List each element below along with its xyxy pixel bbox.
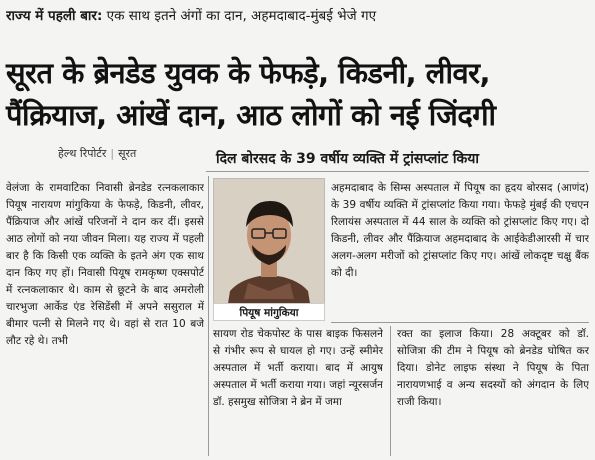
headline (6, 52, 589, 136)
portrait-image (214, 179, 324, 316)
kicker-rest: एक साथ इतने अंगों का दान, अहमदाबाद-मुंबई भेजे गए (102, 8, 377, 24)
portrait-photo (213, 178, 325, 317)
photo-caption: पियूष मांगुकिया (213, 303, 325, 321)
kicker-lead: राज्य में पहली बार: (6, 8, 103, 24)
subhead-divider (206, 171, 589, 172)
byline (58, 146, 136, 161)
subheadline: दिल बोरसद के 39 वर्षीय व्यक्ति में ट्रांसप्लांट किया (216, 151, 480, 167)
lower-section-divider (331, 322, 589, 323)
column-divider-right (390, 326, 391, 456)
byline-separator: | (110, 147, 115, 160)
article-column-upper-right: अहमदाबाद के सिम्स अस्पताल में पियूष का हृदय बोरसद (आणंद) के 39 वर्षीय व्यक्ति में ट्रांसप्लांट किया गया। फेफड़े मुंबई की एचएन रिलायंस अस्पताल में 44 साल के व्यक्ति को ट्रांसप्लांट किए गए। दो किडनी, लीवर और पैंक्रियाज अहमदाबाद के आईकेडीआरसी में चार अलग-अलग मरीजों को ट्रांसप्लांट किए गए। आंखें लोकदृष्ट चक्षु बैंक को दी। (331, 182, 589, 279)
article-column-left: वेलंजा के रामवाटिका निवासी ब्रेनडेड रत्नकलाकार पियूष नारायण मांगुकिया के फेफड़े, किडनी, लीवर, पैंक्रियाज और आंखें परिजनों ने दान कर दीं। इससे आठ लोगों को नया जीवन मिला। यह राज्य में पहली बार है कि किसी एक व्यक्ति के इतने अंग एक साथ दान किए गए हों। निवासी पियूष रामकृष्ण एक्सपोर्ट में रत्नकलाकार थे। काम से छूटने के बाद अमरोली चारभुजा आर्केड एंड रेसिडेंसी में अपने ससुराल में बीमार पत्नी से मिलने गए थे। वहां से रात 10 बजे लौट रहे थे। तभी (6, 182, 204, 347)
byline-city: सूरत (118, 147, 137, 160)
article-column-middle: सायण रोड चेकपोस्ट के पास बाइक फिसलने से गंभीर रूप से घायल हो गए। उन्हें स्मीमेर अस्पताल में भर्ती कराया। बाद में आयुष अस्पताल में भर्ती कराया गया। जहां न्यूरसर्जन डॉ. हसमुख सोजित्रा ने ब्रेन में जमा (213, 328, 383, 408)
byline-reporter: हेल्थ रिपोर्टर (58, 147, 107, 160)
kicker (6, 6, 589, 24)
column-divider-left (208, 176, 209, 456)
article-column-right: रक्त का इलाज किया। 28 अक्टूबर को डॉ. सोजित्रा की टीम ने पियूष को ब्रेनडेड घोषित कर दिया। डोनेट लाइफ संस्था ने पियूष के पिता नारायणभाई व अन्य सदस्यों को अंगदान के लिए राजी किया। (397, 328, 589, 408)
headline-line-2: पैंक्रियाज, आंखें दान, आठ लोगों को नई जिंदगी (6, 98, 496, 132)
headline-line-1: सूरत के ब्रेनडेड युवक के फेफड़े, किडनी, लीवर, (6, 56, 490, 90)
